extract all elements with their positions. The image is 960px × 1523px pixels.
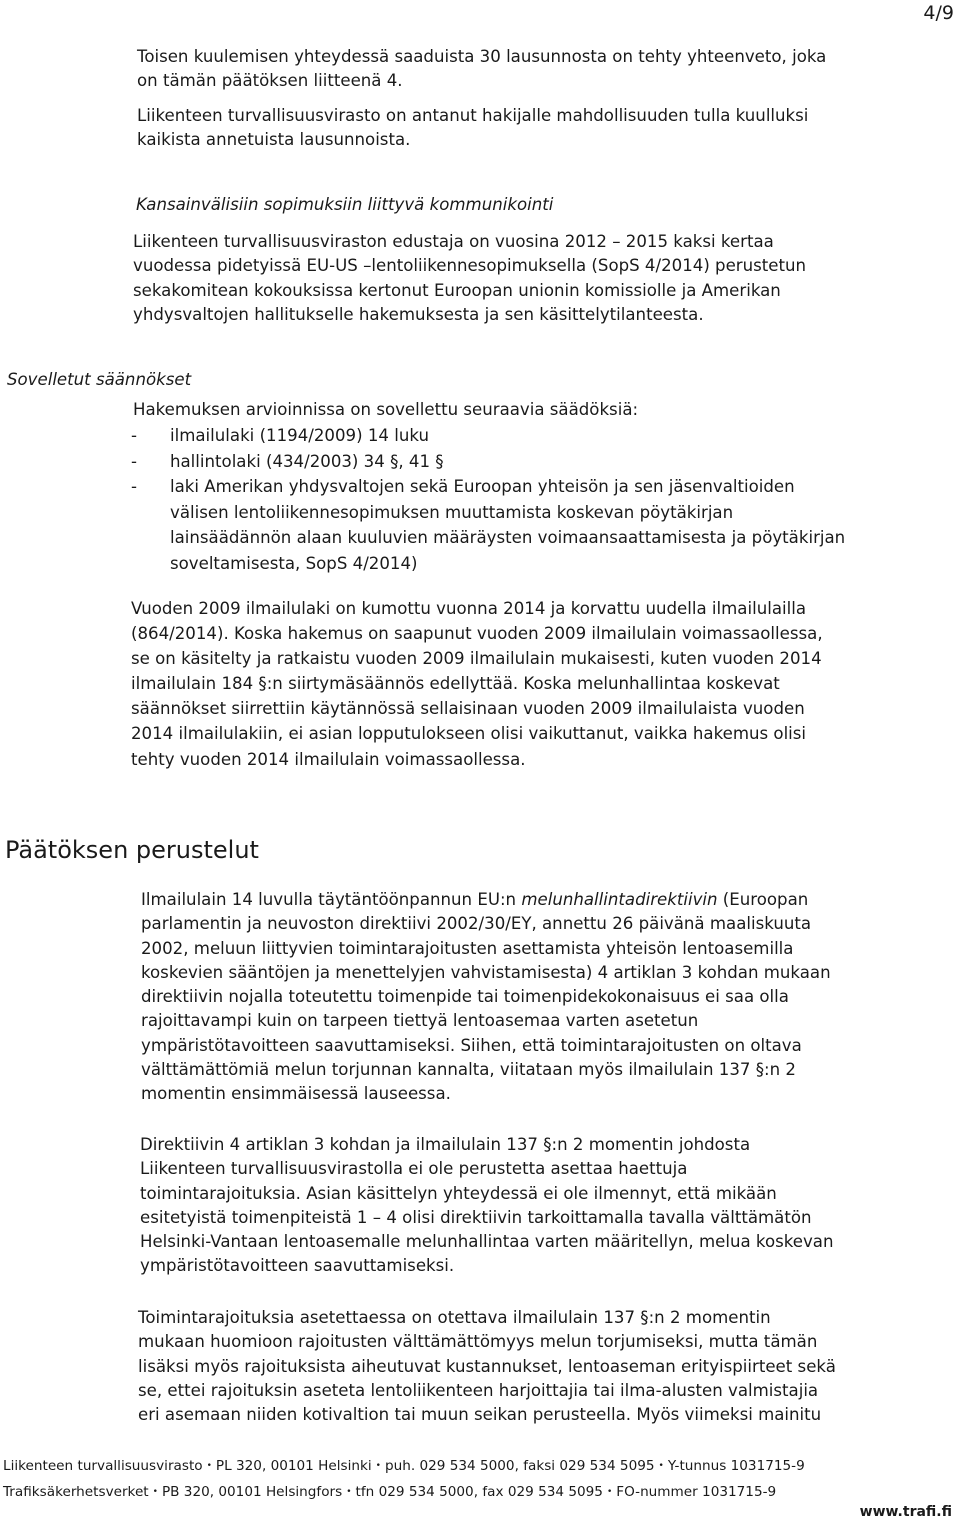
footer-website-link[interactable]: www.trafi.fi	[859, 1504, 952, 1520]
rules-paragraph	[131, 596, 823, 772]
list-item	[131, 449, 845, 475]
list-item	[131, 423, 845, 449]
list-item	[131, 474, 845, 576]
text-line: toimintarajoituksia. Asian käsittelyn yhteydessä ei ole ilmennyt, että mikään	[140, 1183, 777, 1203]
text-line: Hakemuksen arvioinnissa on sovellettu seuraavia säädöksiä:	[133, 400, 639, 419]
rules-intro	[133, 398, 638, 422]
bullet-icon: •	[658, 1461, 664, 1471]
text-line: Liikenteen turvallisuusvirastolla ei ole perustetta asettaa haettuja	[140, 1159, 688, 1179]
text-line: se on käsitelty ja ratkaistu vuoden 2009 ilmailulain mukaisesti, kuten vuoden 2014	[131, 649, 822, 669]
footer-phone: puh. 029 534 5000, faksi 029 534 5095	[384, 1458, 655, 1474]
text-line: sekakomitean kokouksissa kertonut Euroopan unionin komissiolle ja Amerikan	[133, 280, 781, 300]
text-line: Liikenteen turvallisuusvirasto on antanut hakijalle mahdollisuuden tulla kuulluksi	[137, 106, 809, 125]
text-line: soveltamisesta, SopS 4/2014)	[170, 553, 418, 573]
text-line: välttämättömiä melun torjunnan kannalta, viitataan myös ilmailulain 137 §:n 2	[141, 1060, 796, 1080]
rules-list	[131, 423, 845, 576]
text-line: ympäristötavoitteen saavuttamiseksi.	[140, 1256, 455, 1276]
text-line: se, ettei rajoituksin aseteta lentoliikenteen harjoittajia tai ilma-alusten valmistajia	[138, 1380, 819, 1400]
rules-section-label: Sovelletut säännökset	[7, 370, 192, 389]
text-line: koskevien sääntöjen ja menettelyjen vahvistamisesta) 4 artiklan 3 kohdan mukaan	[141, 962, 831, 982]
international-paragraph	[133, 230, 806, 327]
text-line	[141, 888, 831, 912]
grounds-paragraph-3	[138, 1306, 836, 1427]
footer-address: PL 320, 00101 Helsinki	[215, 1458, 372, 1474]
bullet-icon: •	[346, 1487, 352, 1497]
footer-address: PB 320, 00101 Helsingfors	[161, 1484, 343, 1500]
text-line: 2014 ilmailulakiin, ei asian lopputulokseen olisi vaikuttanut, vaikka hakemus olisi	[131, 724, 807, 744]
text-line: esitetyistä toimenpiteistä 1 – 4 olisi direktiivin tarkoittamalla tavalla välttämätön	[140, 1207, 812, 1227]
footer-business-id: Y-tunnus 1031715-9	[667, 1458, 805, 1474]
text-line: Toimintarajoituksia asetettaessa on otettava ilmailulain 137 §:n 2 momentin	[138, 1308, 771, 1327]
footer-phone: tfn 029 534 5000, fax 029 534 5095	[355, 1484, 603, 1500]
text-line: ilmailulaki (1194/2009) 14 luku	[170, 426, 429, 445]
text-line: vuodessa pidetyissä EU-US –lentoliikennesopimuksella (SopS 4/2014) perustetun	[133, 256, 807, 276]
text-line: ilmailulain 184 §:n siirtymäsäännös edellyttää. Koska melunhallintaa koskevat	[131, 674, 780, 694]
bullet-icon: •	[206, 1461, 212, 1471]
bullet-icon: •	[375, 1461, 381, 1471]
text-line: parlamentin ja neuvoston direktiivi 2002/30/EY, annettu 26 päivänä maaliskuuta	[141, 914, 812, 934]
footer-org: Trafiksäkerhetsverket	[3, 1484, 149, 1500]
page-number: 4/9	[923, 2, 954, 24]
text-line: säännökset siirrettiin käytännössä sellaisinaan vuoden 2009 ilmailulaista vuoden	[131, 699, 805, 719]
bullet-icon: •	[606, 1487, 613, 1497]
text-line: yhdysvaltojen hallitukselle hakemuksesta ja sen käsittelytilanteesta.	[133, 304, 704, 324]
text-line: Helsinki-Vantaan lentoasemalle melunhallintaa varten määritellyn, melua koskevan	[140, 1232, 834, 1252]
text-segment: (Euroopan	[717, 890, 809, 909]
text-line: mukaan huomioon rajoitusten välttämättömyys melun torjumiseksi, mutta tämän	[138, 1332, 818, 1352]
footer-swedish	[3, 1484, 776, 1500]
text-line: tehty vuoden 2014 ilmailulain voimassaollessa.	[131, 749, 526, 769]
intro-paragraph-2	[137, 104, 808, 153]
list-dash: -	[131, 451, 137, 471]
text-line: ympäristötavoitteen saavuttamiseksi. Siihen, että toimintarajoitusten on oltava	[141, 1035, 802, 1055]
text-line: kaikista annetuista lausunnoista.	[137, 130, 411, 150]
text-line: Liikenteen turvallisuusviraston edustaja on vuosina 2012 – 2015 kaksi kertaa	[133, 232, 774, 251]
intro-paragraph-1	[137, 45, 826, 94]
italic-term: melunhallintadirektiivin	[521, 890, 718, 909]
footer-org: Liikenteen turvallisuusvirasto	[3, 1458, 203, 1474]
bullet-icon: •	[152, 1487, 158, 1497]
international-subheading: Kansainvälisiin sopimuksiin liittyvä kommunikointi	[136, 195, 554, 214]
text-line: välisen lentoliikennesopimuksen muuttamista koskevan pöytäkirjan	[170, 502, 734, 522]
text-line: hallintolaki (434/2003) 34 §, 41 §	[170, 451, 444, 471]
text-line: laki Amerikan yhdysvaltojen sekä Euroopan yhteisön ja sen jäsenvaltioiden	[170, 477, 795, 496]
list-dash: -	[131, 477, 137, 496]
grounds-paragraph-2	[140, 1133, 833, 1279]
text-line: Toisen kuulemisen yhteydessä saaduista 30 lausunnosta on tehty yhteenveto, joka	[137, 47, 827, 66]
text-line: eri asemaan niiden kotivaltion tai muun seikan perusteella. Myös viimeksi mainitu	[138, 1405, 822, 1425]
footer-finnish	[3, 1458, 805, 1474]
text-line: rajoittavampi kuin on tarpeen tiettyä lentoasemaa varten asetetun	[141, 1011, 699, 1031]
text-line: lisäksi myös rajoituksista aiheutuvat kustannukset, lentoaseman erityispiirteet sekä	[138, 1356, 836, 1376]
grounds-heading: Päätöksen perustelut	[5, 836, 259, 864]
list-dash: -	[131, 426, 137, 445]
grounds-paragraph-1	[141, 888, 831, 1107]
text-line: on tämän päätöksen liitteenä 4.	[137, 71, 403, 91]
text-line: Vuoden 2009 ilmailulaki on kumottu vuonna 2014 ja korvattu uudella ilmailulailla	[131, 599, 806, 618]
text-line: Direktiivin 4 artiklan 3 kohdan ja ilmailulain 137 §:n 2 momentin johdosta	[140, 1135, 751, 1154]
text-line: lainsäädännön alaan kuuluvien määräysten voimaansaattamisesta ja pöytäkirjan	[170, 528, 846, 547]
text-line: direktiivin nojalla toteutettu toimenpide tai toimenpidekokonaisuus ei saa olla	[141, 987, 789, 1007]
text-segment: Ilmailulain 14 luvulla täytäntöönpannun EU:n	[141, 890, 522, 909]
footer-business-id: FO-nummer 1031715-9	[616, 1484, 777, 1500]
text-line: momentin ensimmäisessä lauseessa.	[141, 1084, 451, 1104]
text-line: (864/2014). Koska hakemus on saapunut vuoden 2009 ilmailulain voimassaollessa,	[131, 624, 823, 644]
text-line: 2002, meluun liittyvien toimintarajoitusten asettamista yhteisön lentoasemilla	[141, 938, 794, 958]
